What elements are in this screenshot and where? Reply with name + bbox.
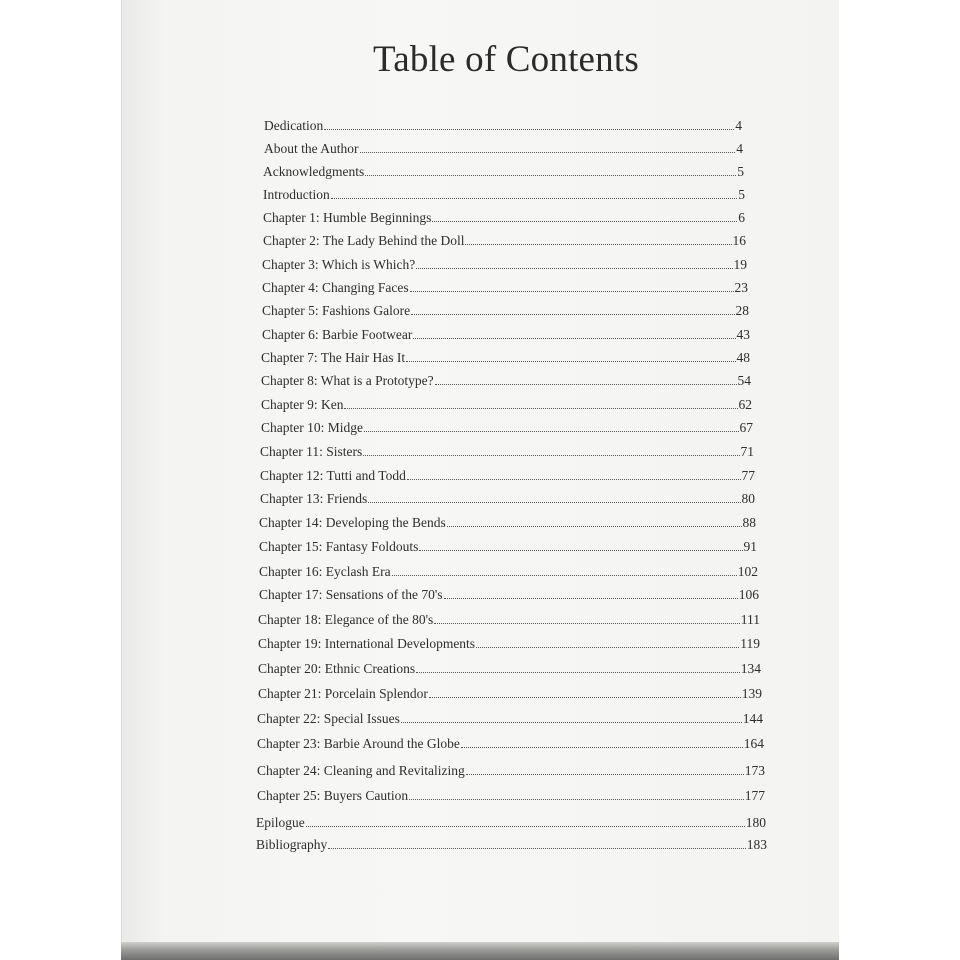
toc-entry [263,210,745,230]
dot-leader [476,637,739,648]
dot-leader [365,165,736,176]
toc-entry [263,164,744,184]
dot-leader [447,516,742,527]
toc-entry [263,233,746,253]
dot-leader [432,211,737,222]
toc-entry [257,736,764,756]
toc-entry-page-number: 164 [743,736,764,751]
dot-leader [465,234,731,245]
dot-leader [344,398,737,409]
toc-entry [264,141,743,161]
toc-entry-page-number: 6 [738,210,745,225]
toc-entry-title: Chapter 7: The Hair Has It [261,350,406,365]
dot-leader [328,838,746,849]
toc-entry-title: Chapter 6: Barbie Footwear [262,327,413,342]
toc-entry-title: Chapter 1: Humble Beginnings [263,210,432,225]
toc-entry [259,515,756,535]
toc-entry-page-number: 4 [735,118,742,133]
toc-entry-title: Chapter 17: Sensations of the 70's [259,587,443,602]
dot-leader [306,816,745,827]
dot-leader [411,304,734,315]
toc-entry-title: Chapter 16: Eyclash Era [259,564,391,579]
toc-entry-page-number: 77 [741,468,755,483]
toc-entry-page-number: 19 [733,257,747,272]
dot-leader [416,258,732,269]
toc-entry [264,118,742,138]
toc-entry [257,788,765,808]
toc-entry-page-number: 4 [736,141,743,156]
toc-entry [261,373,751,393]
toc-entry-title: Chapter 19: International Developments [258,636,476,651]
dot-leader [410,281,734,292]
dot-leader [364,421,739,432]
toc-entry [256,815,766,835]
toc-entry-page-number: 173 [744,763,765,778]
toc-entry-title: Acknowledgments [263,164,365,179]
toc-entry [259,587,759,607]
toc-entry [258,686,762,706]
toc-entry-title: Chapter 20: Ethnic Creations [258,661,416,676]
toc-entry-page-number: 177 [744,788,765,803]
dot-leader [401,712,742,723]
toc-entry [258,661,761,681]
toc-entry-page-number: 80 [741,491,755,506]
toc-entry [257,711,763,731]
toc-entry-page-number: 67 [739,420,753,435]
dot-leader [407,469,741,480]
toc-entry-title: Introduction [263,187,330,202]
toc-entry [262,280,748,300]
toc-entry-title: Chapter 5: Fashions Galore [262,303,411,318]
toc-entry [256,837,767,857]
dot-leader [419,540,742,551]
page-title: Table of Contents [373,39,639,80]
toc-entry-title: About the Author [264,141,359,156]
toc-entry [263,187,745,207]
toc-entry [261,350,750,370]
toc-entry [260,491,755,511]
toc-entry-page-number: 5 [738,187,745,202]
dot-leader [434,613,740,624]
toc-entry-page-number: 180 [745,815,766,830]
toc-entry [261,420,753,440]
toc-entry [262,327,750,347]
toc-entry [258,612,760,632]
toc-entry-page-number: 88 [742,515,756,530]
toc-entry-page-number: 16 [732,233,746,248]
toc-entry [262,257,747,277]
toc-entry-title: Chapter 22: Special Issues [257,711,400,726]
toc-entry-title: Chapter 9: Ken [261,397,344,412]
toc-entry-title: Chapter 2: The Lady Behind the Doll [263,233,465,248]
dot-leader [461,737,743,748]
dot-leader [435,374,737,385]
toc-entry [259,564,758,584]
toc-entry-page-number: 183 [746,837,767,852]
toc-entry-page-number: 23 [734,280,748,295]
toc-entry-page-number: 102 [737,564,758,579]
toc-entry-page-number: 91 [743,539,757,554]
dot-leader [392,565,737,576]
toc-entry-title: Dedication [264,118,324,133]
toc-entry-title: Chapter 13: Friends [260,491,368,506]
dot-leader [416,662,740,673]
toc-entry-title: Chapter 3: Which is Which? [262,257,416,272]
toc-entry [257,763,765,783]
toc-entry-page-number: 111 [740,612,760,627]
toc-entry-page-number: 62 [738,397,752,412]
toc-entry-title: Epilogue [256,815,305,830]
toc-entry [262,303,749,323]
toc-entry-title: Chapter 23: Barbie Around the Globe [257,736,460,751]
toc-entry-page-number: 106 [738,587,759,602]
dot-leader [331,188,738,199]
toc-entry [258,636,760,656]
toc-entry-title: Chapter 24: Cleaning and Revitalizing [257,763,465,778]
toc-entry-title: Chapter 4: Changing Faces [262,280,409,295]
toc-entry-title: Chapter 8: What is a Prototype? [261,373,434,388]
toc-entry-title: Chapter 12: Tutti and Todd [260,468,406,483]
page-stack-edge [121,942,839,960]
dot-leader [413,328,735,339]
toc-entry-page-number: 28 [735,303,749,318]
dot-leader [368,492,740,503]
toc-entry-title: Chapter 21: Porcelain Splendor [258,686,428,701]
dot-leader [466,764,744,775]
toc-entry-title: Chapter 11: Sisters [260,444,363,459]
toc-entry-title: Chapter 18: Elegance of the 80's [258,612,434,627]
toc-entry-title: Chapter 25: Buyers Caution [257,788,409,803]
dot-leader [429,687,741,698]
toc-entry-page-number: 139 [741,686,762,701]
dot-leader [406,351,735,362]
toc-entry-page-number: 134 [740,661,761,676]
toc-entry-page-number: 5 [737,164,744,179]
toc-entry [261,397,752,417]
toc-entry-page-number: 144 [742,711,763,726]
toc-entry-title: Chapter 15: Fantasy Foldouts [259,539,419,554]
toc-entry-title: Chapter 10: Midge [261,420,363,435]
toc-entry-page-number: 71 [740,444,754,459]
toc-entry-page-number: 43 [736,327,750,342]
toc-entry-title: Chapter 14: Developing the Bends [259,515,446,530]
toc-entry [260,444,754,464]
toc-entry [260,468,755,488]
dot-leader [324,119,734,130]
toc-entry [259,539,757,559]
dot-leader [444,588,738,599]
toc-entry-page-number: 119 [740,636,760,651]
toc-entry-page-number: 48 [736,350,750,365]
toc-entry-title: Bibliography [256,837,328,852]
toc-entry-page-number: 54 [737,373,751,388]
dot-leader [360,142,736,153]
dot-leader [363,445,739,456]
dot-leader [409,789,744,800]
